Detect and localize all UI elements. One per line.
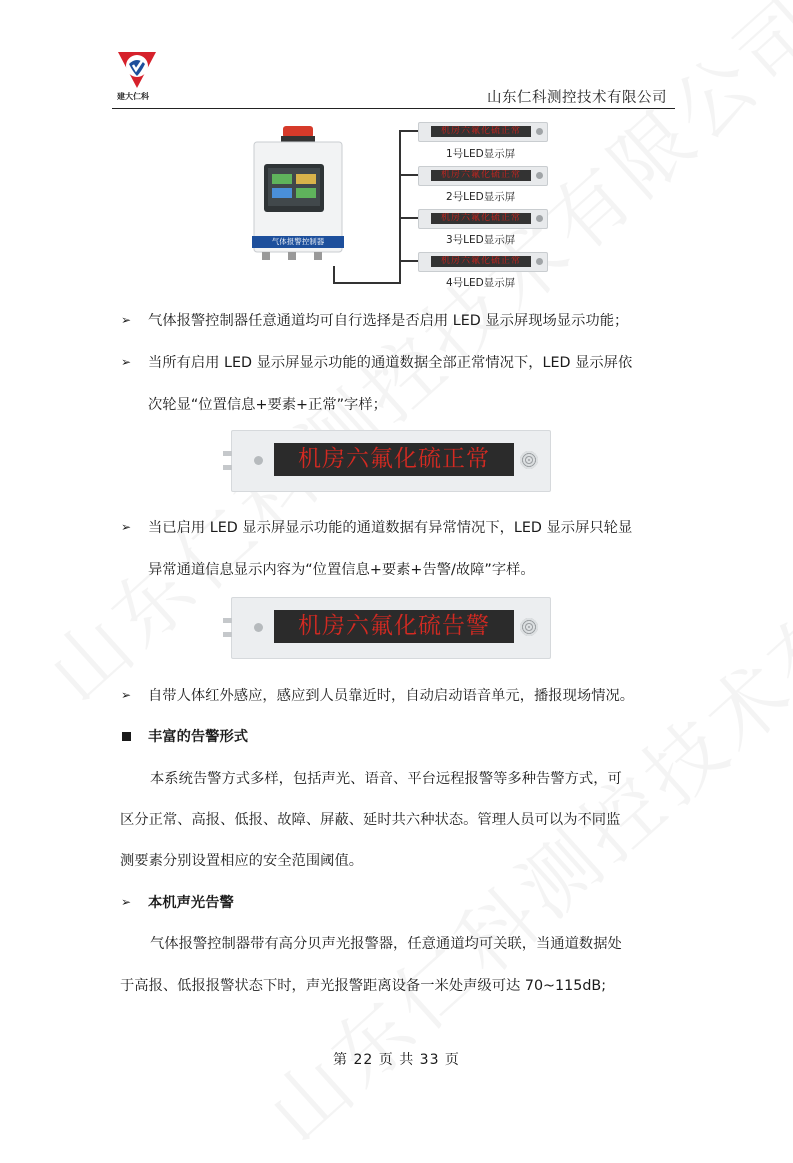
arrow-bullet-icon: ➢ [121,520,132,534]
arrow-bullet-icon: ➢ [121,688,132,702]
panel-connector [223,465,232,470]
logo-text: 建大仁科 [117,92,149,101]
subsection-heading: 本机声光告警 [148,895,234,911]
arrow-bullet-icon: ➢ [121,355,132,369]
speaker-icon [520,618,538,636]
section-heading: 丰富的告警形式 [148,729,249,745]
bullet-text: 气体报警控制器任意通道均可自行选择是否启用 LED 显示屏现场显示功能； [148,313,629,329]
panel-connector [223,632,232,637]
led-display-text: 机房六氟化硫正常 [431,170,531,181]
paragraph-line: 测要素分别设置相应的安全范围阈值。 [120,853,364,869]
speaker-icon [536,258,543,265]
panel-connector [223,618,232,623]
controller-label: 气体报警控制器 [271,237,325,246]
bullet-text: 当所有启用 LED 显示屏显示功能的通道数据全部正常情况下，LED 显示屏依 [148,355,633,371]
led-display-text: 机房六氟化硫正常 [431,256,531,267]
led-display-2 [418,166,548,186]
connection-wire [333,266,335,283]
bullet-text: 次轮显“位置信息+要素+正常”字样； [148,397,387,413]
connection-wire [399,217,419,219]
bullet-text: 自带人体红外感应，感应到人员靠近时，自动启动语音单元，播报现场情况。 [148,688,635,704]
square-bullet-icon [122,732,131,741]
bullet-text: 当已启用 LED 显示屏显示功能的通道数据有异常情况下，LED 显示屏只轮显 [148,520,633,536]
connection-wire [399,130,419,132]
sensor-icon [254,623,263,632]
led-label-1: 1号LED显示屏 [446,148,516,160]
company-name: 山东仁科测控技术有限公司 [487,90,667,106]
panel-connector [223,451,232,456]
arrow-bullet-icon: ➢ [121,313,132,327]
led-display-text: 机房六氟化硫正常 [431,213,531,224]
led-label-2: 2号LED显示屏 [446,191,516,203]
connection-wire [333,282,401,284]
led-display-1 [418,122,548,142]
header-divider [112,108,675,109]
led-display-4 [418,252,548,272]
led-label-4: 4号LED显示屏 [446,277,516,289]
paragraph-line: 区分正常、高报、低报、故障、屏蔽、延时共六种状态。管理人员可以为不同监 [120,812,621,828]
connection-wire [399,174,419,176]
speaker-icon [536,128,543,135]
led-display-text: 机房六氟化硫正常 [431,126,531,137]
connection-wire [399,260,419,262]
page-number: 第 22 页 共 33 页 [333,1052,460,1068]
paragraph-line: 气体报警控制器带有高分贝声光报警器，任意通道均可关联，当通道数据处 [150,936,622,952]
speaker-icon [520,451,538,469]
led-panel-text: 机房六氟化硫告警 [274,610,514,643]
paragraph-line: 于高报、低报报警状态下时，声光报警距离设备一米处声级可达 70~115dB; [120,978,607,994]
gas-alarm-controller-image [248,126,348,266]
led-label-3: 3号LED显示屏 [446,234,516,246]
bullet-text: 异常通道信息显示内容为“位置信息+要素+告警/故障”字样。 [148,562,535,578]
speaker-icon [536,172,543,179]
speaker-icon [536,215,543,222]
paragraph-line: 本系统告警方式多样，包括声光、语音、平台远程报警等多种告警方式，可 [150,771,622,787]
led-panel-text: 机房六氟化硫正常 [274,443,514,476]
led-display-3 [418,209,548,229]
sensor-icon [254,456,263,465]
led-panel-normal-image [231,430,551,492]
arrow-bullet-icon: ➢ [121,895,132,909]
led-panel-alarm-image [231,597,551,659]
